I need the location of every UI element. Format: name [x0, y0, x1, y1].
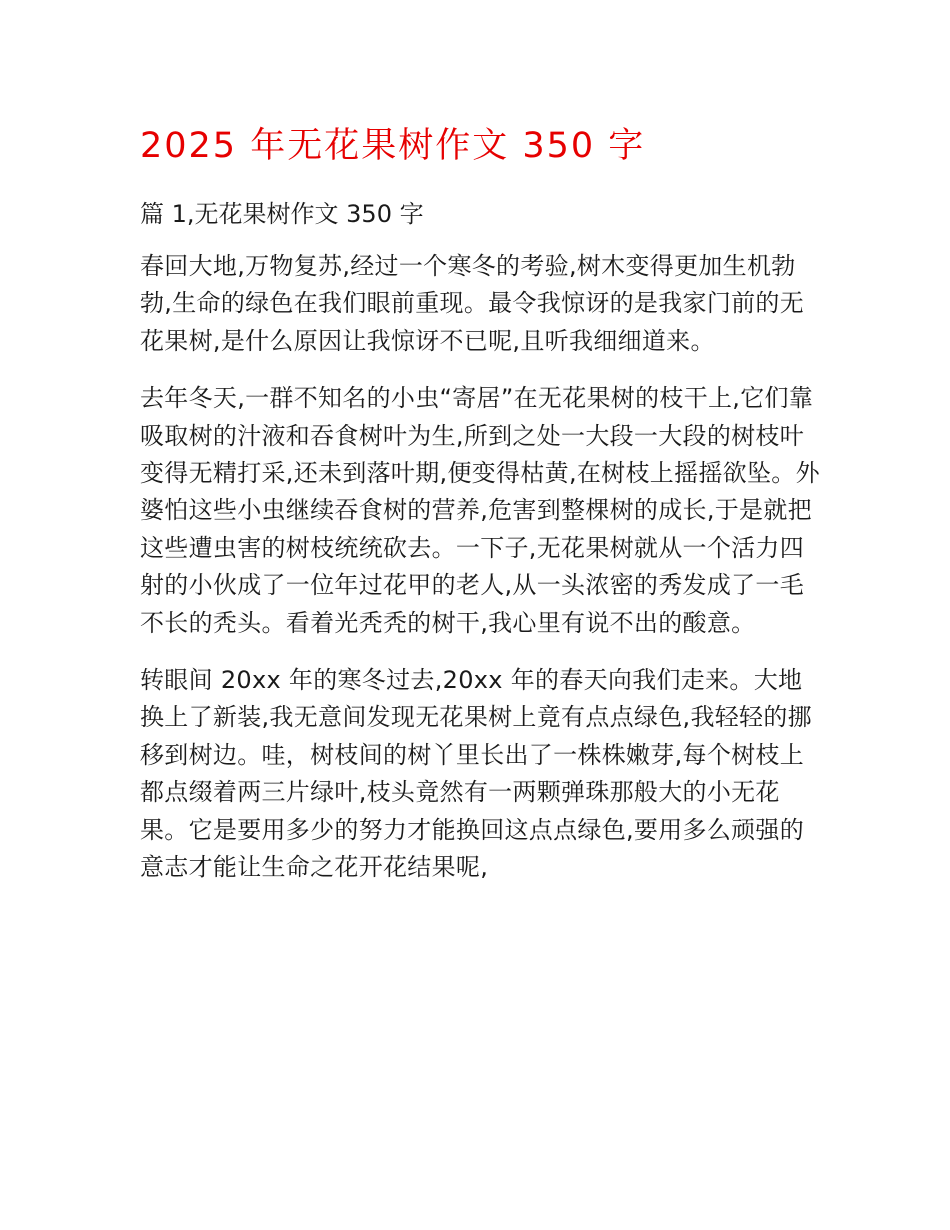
- paragraph-2: 去年冬天,一群不知名的小虫“寄居”在无花果树的枝干上,它们靠吸取树的汁液和吞食树叶为生,所到之处一大段一大段的树枝叶变得无精打采,还未到落叶期,便变得枯黄,在树枝上摇摇欲坠。外婆怕这些小虫继续吞食树的营养,危害到整棵树的成长,于是就把这些遭虫害的树枝统统砍去。一下子,无花果树就从一个活力四射的小伙成了一位年过花甲的老人,从一头浓密的秀发成了一毛不长的秃头。看着光秃秃的树干,我心里有说不出的酸意。: [140, 384, 820, 637]
- paragraph-1: 春回大地,万物复苏,经过一个寒冬的考验,树木变得更加生机勃勃,生命的绿色在我们眼前重现。最令我惊讶的是我家门前的无花果树,是什么原因让我惊讶不已呢,且听我细细道来。: [140, 252, 805, 355]
- section-heading: 篇 1,无花果树作文 350 字: [140, 200, 424, 228]
- document-title: 2025 年无花果树作文 350 字: [140, 126, 646, 166]
- paragraph-3: 转眼间 20xx 年的寒冬过去,20xx 年的春天向我们走来。大地换上了新装,我无意间发现无花果树上竟有点点绿色,我轻轻的挪移到树边。哇，树枝间的树丫里长出了一株株嫩芽,每个树枝上都点缀着两三片绿叶,枝头竟然有一两颗弹珠那般大的小无花果。它是要用多少的努力才能换回这点点绿色,要用多么顽强的意志才能让生命之花开花结果呢,: [140, 666, 812, 882]
